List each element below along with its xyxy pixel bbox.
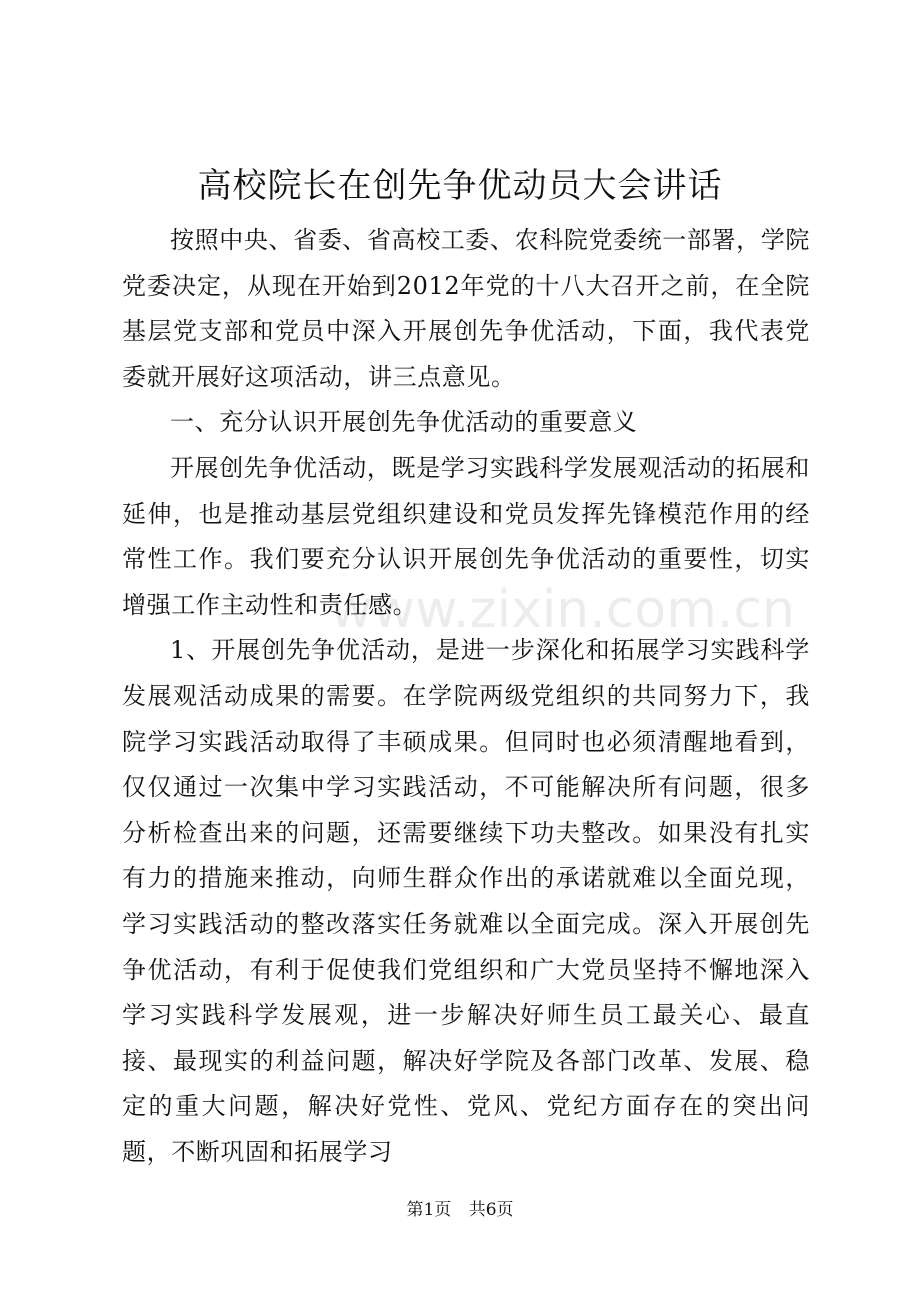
paragraph-intro: 按照中央、省委、省高校工委、农科院党委统一部署，学院党委决定，从现在开始到2012年党的十八大召开之前，在全院基层党支部和党员中深入开展创先争优活动，下面，我代表党委就开展好这项活动，讲三点意见。 <box>122 226 810 391</box>
section-heading-1: 一、充分认识开展创先争优活动的重要意义 <box>170 408 638 437</box>
page-number: 第1页 <box>406 1200 452 1220</box>
paragraph-section-1: 开展创先争优活动，既是学习实践科学发展观活动的拓展和延伸，也是推动基层党组织建设和党员发挥先锋模范作用的经常性工作。我们要充分认识开展创先争优活动的重要性，切实增强工作主动性和责任感。 <box>122 453 810 619</box>
page-footer <box>0 1198 920 1222</box>
watermark-text: www.zixin.com.cn <box>330 580 795 640</box>
document-title: 高校院长在创先争优动员大会讲话 <box>197 166 723 206</box>
page-total: 共6页 <box>468 1200 514 1220</box>
document-body <box>122 218 810 1175</box>
paragraph-point-1: 1、开展创先争优活动，是进一步深化和拓展学习实践科学发展观活动成果的需要。在学院两级党组织的共同努力下，我院学习实践活动取得了丰硕成果。但同时也必须清醒地看到，仅仅通过一次集中学习实践活动，不可能解决所有问题，很多分析检查出来的问题，还需要继续下功夫整改。如果没有扎实有力的措施来推动，向师生群众作出的承诺就难以全面兑现，学习实践活动的整改落实任务就难以全面完成。深入开展创先争优活动，有利于促使我们党组织和广大党员坚持不懈地深入学习实践科学发展观，进一步解决好师生员工最关心、最直接、最现实的利益问题，解决好学院及各部门改革、发展、稳定的重大问题，解决好党性、党风、党纪方面存在的突出问题，不断巩固和拓展学习 <box>122 636 810 1166</box>
